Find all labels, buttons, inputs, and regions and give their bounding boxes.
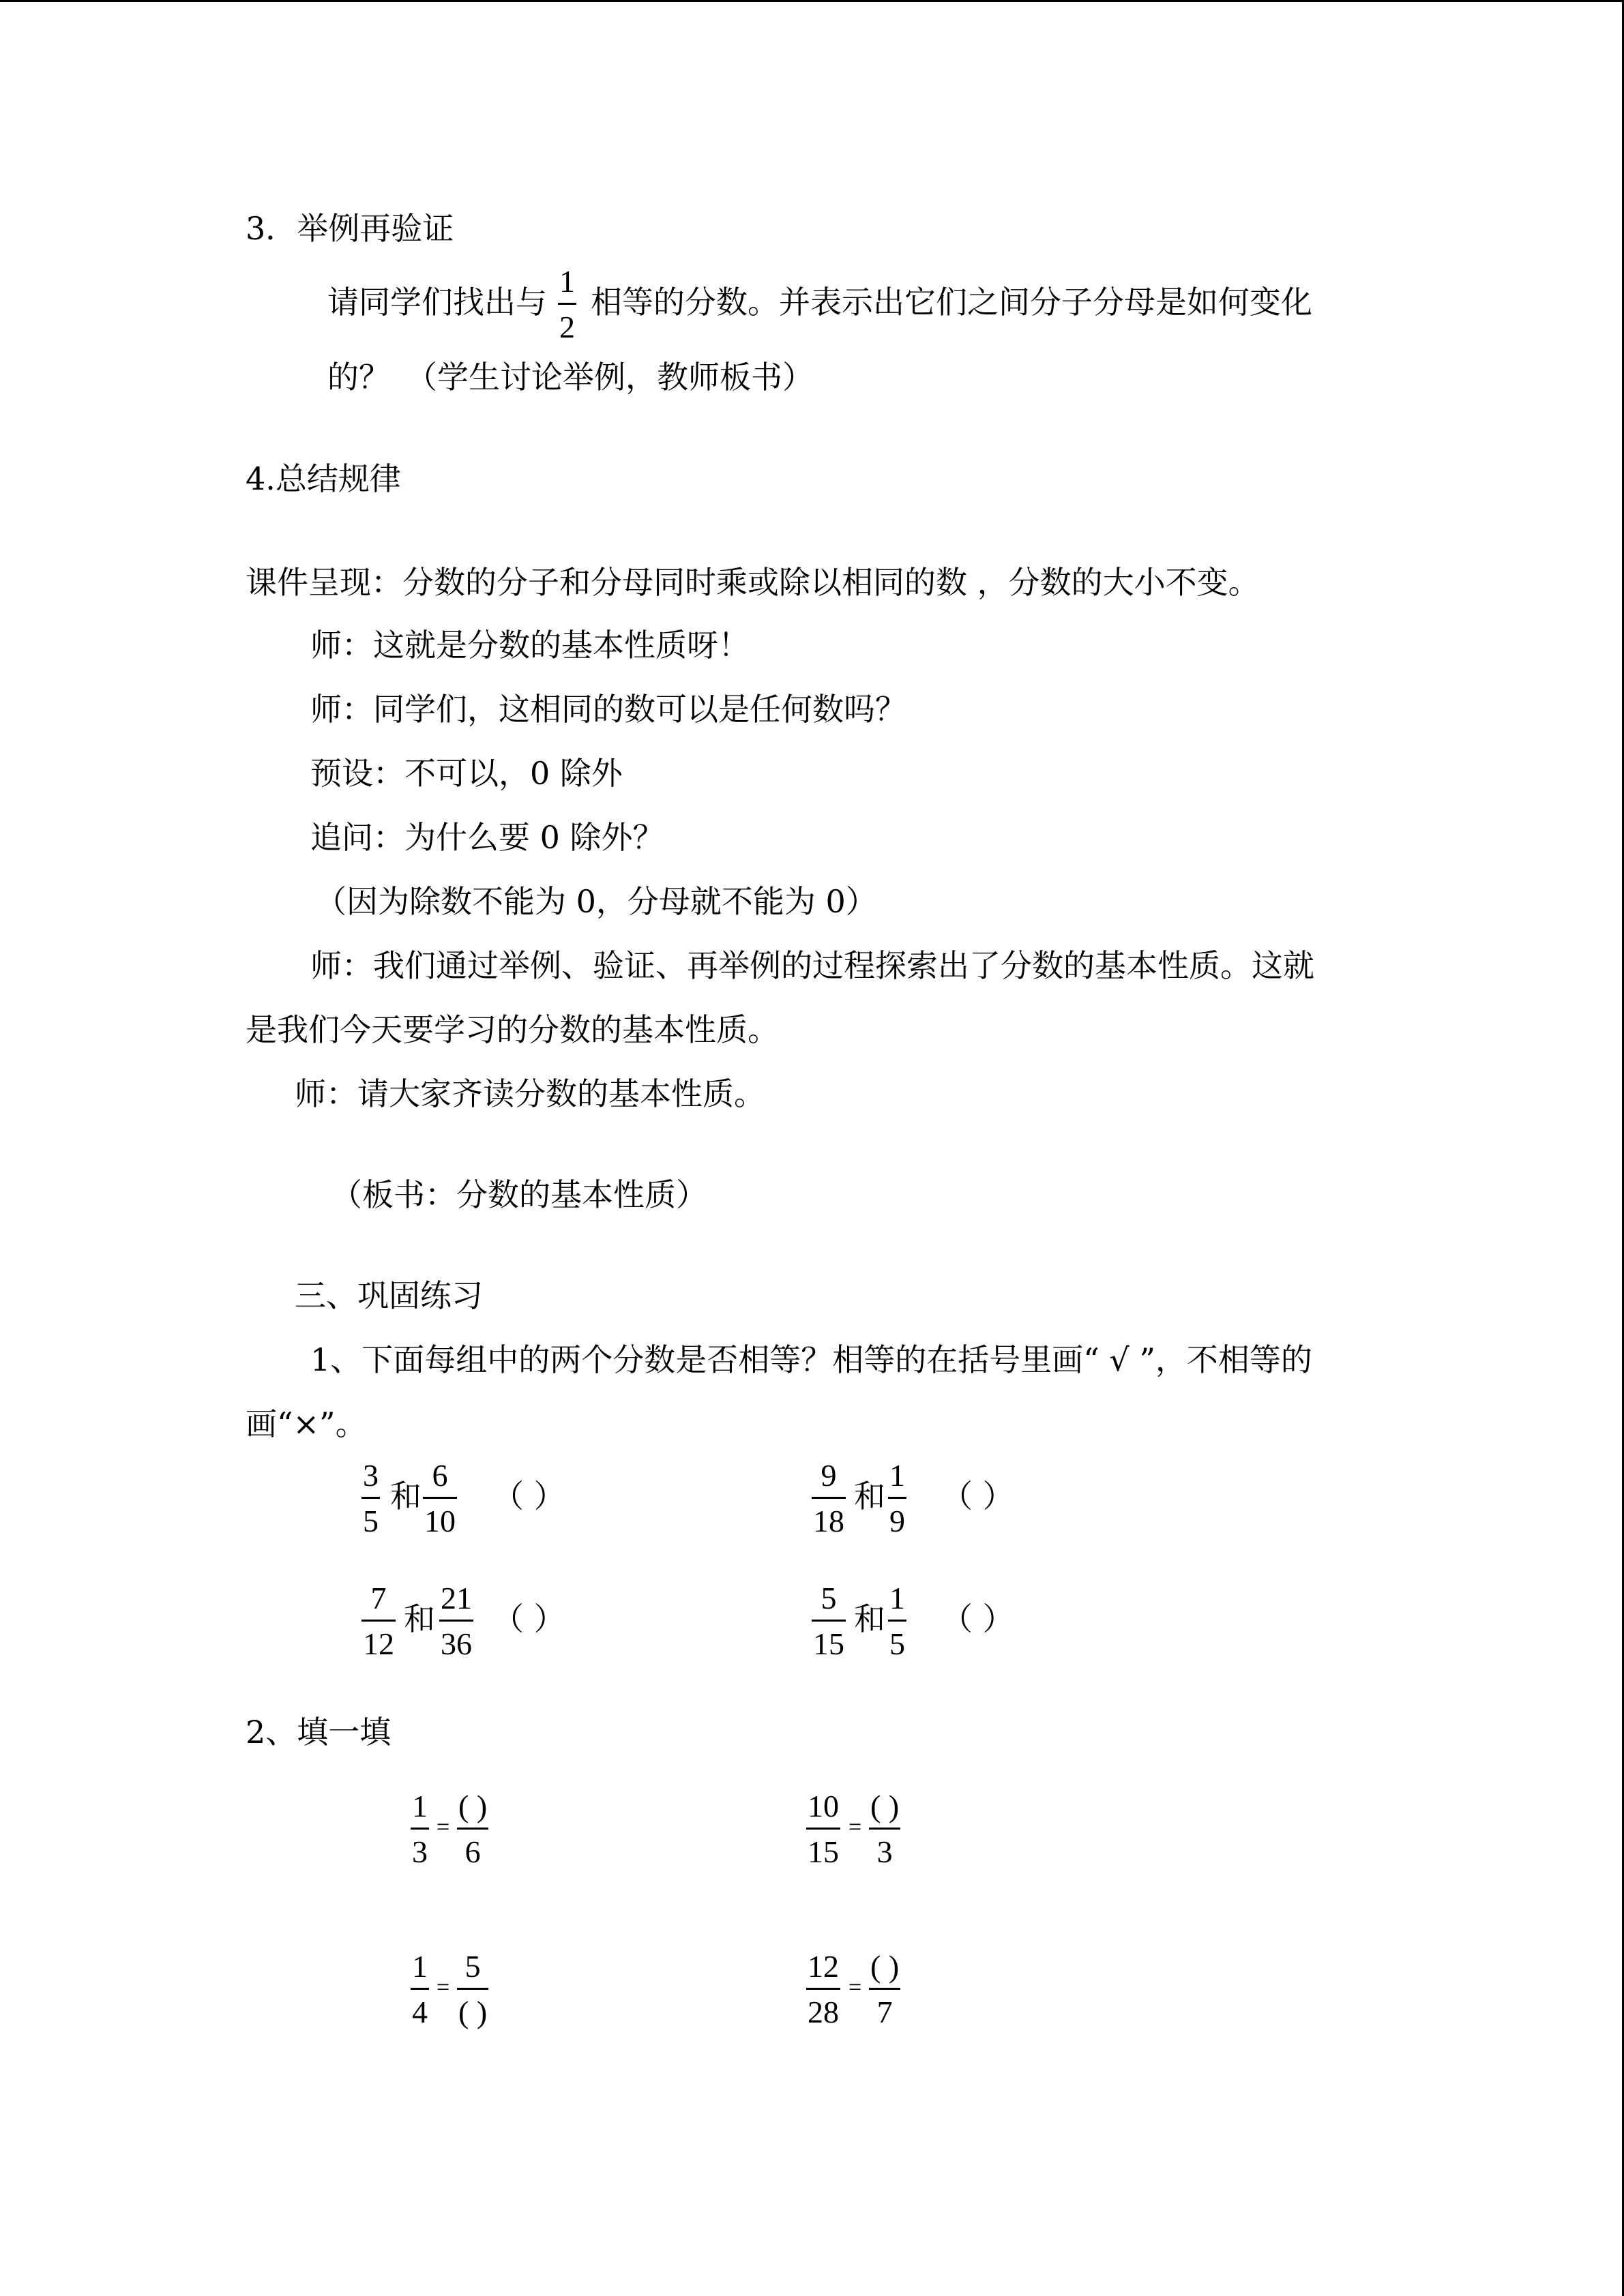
fraction-bar	[423, 1497, 457, 1499]
fill1-left-frac	[411, 1788, 429, 1870]
teacher-line-4: 师：请大家齐读分数的基本性质。	[295, 1075, 765, 1112]
teacher-line-2: 师：同学们，这相同的数可以是任何数吗？	[310, 691, 906, 728]
denominator: 3	[412, 1834, 428, 1869]
pair1-frac-b	[423, 1457, 457, 1540]
fraction-bar	[457, 1988, 488, 1990]
pair4-frac-b	[888, 1580, 906, 1663]
numerator[interactable]: ( )	[870, 1949, 900, 1984]
denominator: 5	[889, 1626, 905, 1661]
fraction-bar	[361, 1497, 380, 1499]
fill1-right-frac[interactable]	[457, 1788, 488, 1870]
denominator: 6	[464, 1834, 481, 1869]
denominator: 15	[808, 1834, 839, 1869]
numerator: 1	[412, 1789, 428, 1823]
pair1-answer-box[interactable]: （ ）	[492, 1478, 565, 1515]
fill3-equals: =	[437, 1975, 450, 2000]
fraction-bar	[439, 1620, 473, 1622]
numerator: 21	[441, 1581, 472, 1615]
denominator: 7	[876, 1995, 893, 2029]
practice-heading: 三、巩固练习	[295, 1277, 483, 1314]
board-note: （板书：分数的基本性质）	[331, 1176, 707, 1213]
fraction-bar	[806, 1828, 840, 1830]
numerator: 1	[889, 1581, 905, 1615]
fraction-one-half	[558, 263, 576, 346]
teacher-line-1: 师：这就是分数的基本性质呀！	[310, 627, 750, 664]
fraction-bar	[361, 1620, 396, 1622]
numerator: 5	[821, 1581, 837, 1615]
denominator: 3	[876, 1834, 893, 1869]
fill2-equals: =	[848, 1815, 862, 1840]
numerator: 1	[412, 1949, 428, 1984]
fraction-bar	[888, 1497, 906, 1499]
fraction-bar	[806, 1988, 840, 1990]
fill4-left-frac	[806, 1948, 840, 2031]
pair2-and: 和	[854, 1478, 885, 1515]
section3-line1-a: 请同学们找出与	[327, 284, 547, 320]
numerator: 1	[889, 1458, 905, 1493]
fraction-bar	[869, 1828, 900, 1830]
numerator: 3	[363, 1458, 379, 1493]
fill2-left-frac	[806, 1788, 840, 1870]
denominator: 36	[441, 1626, 472, 1661]
courseware-text: 课件呈现：分数的分子和分母同时乘或除以相同的数 ，分数的大小不变。	[246, 564, 1260, 601]
followup-line: 追问：为什么要 0 除外？	[310, 819, 664, 856]
numerator: 7	[370, 1581, 387, 1615]
preset-line: 预设：不可以，0 除外	[310, 755, 623, 792]
fill1-equals: =	[437, 1815, 450, 1840]
fraction-bar	[411, 1988, 429, 1990]
fill2-right-frac[interactable]	[869, 1788, 900, 1870]
numerator[interactable]: ( )	[870, 1789, 900, 1823]
page-top-border	[0, 0, 1624, 2]
fraction-bar	[812, 1497, 846, 1499]
fraction-bar	[812, 1620, 846, 1622]
pair3-frac-b	[439, 1580, 473, 1663]
fraction-bar	[558, 303, 576, 305]
pair2-frac-b	[888, 1457, 906, 1540]
denominator: 5	[363, 1504, 379, 1538]
question1-line-b: 画“×”。	[246, 1405, 367, 1442]
pair4-frac-a	[812, 1580, 846, 1663]
denominator[interactable]: ( )	[458, 1995, 488, 2029]
fill3-right-frac[interactable]	[457, 1948, 488, 2031]
question2-heading: 2、填一填	[246, 1714, 392, 1750]
fraction-numerator: 1	[559, 264, 575, 299]
fraction-bar	[888, 1620, 906, 1622]
teacher-line-3a: 师：我们通过举例、验证、再举例的过程探索出了分数的基本性质。这就	[310, 947, 1314, 984]
numerator: 10	[808, 1789, 839, 1823]
question1-line-a: 1、下面每组中的两个分数是否相等？相等的在括号里画“ √ ”，不相等的	[310, 1341, 1312, 1378]
numerator: 6	[432, 1458, 448, 1493]
denominator: 18	[813, 1504, 844, 1538]
numerator: 9	[821, 1458, 837, 1493]
denominator: 15	[813, 1626, 844, 1661]
pair1-and: 和	[390, 1478, 422, 1515]
section3-heading: 3．举例再验证	[246, 210, 454, 247]
section3-line2: 的？ （学生讨论举例，教师板书）	[327, 359, 814, 396]
fraction-denominator: 2	[559, 310, 575, 344]
fraction-bar	[869, 1988, 900, 1990]
denominator: 4	[412, 1995, 428, 2029]
teacher-line-3b: 是我们今天要学习的分数的基本性质。	[246, 1011, 779, 1048]
pair3-frac-a	[361, 1580, 396, 1663]
denominator: 10	[424, 1504, 456, 1538]
fraction-bar	[411, 1828, 429, 1830]
pair4-answer-box[interactable]: （ ）	[941, 1600, 1014, 1637]
pair2-answer-box[interactable]: （ ）	[941, 1478, 1014, 1515]
fill3-left-frac	[411, 1948, 429, 2031]
fraction-bar	[457, 1828, 488, 1830]
pair3-and: 和	[404, 1600, 435, 1637]
pair4-and: 和	[854, 1600, 885, 1637]
numerator: 12	[808, 1949, 839, 1984]
denominator: 28	[808, 1995, 839, 2029]
section4-heading: 4.总结规律	[246, 460, 401, 497]
denominator: 12	[363, 1626, 394, 1661]
denominator: 9	[889, 1504, 905, 1538]
pair3-answer-box[interactable]: （ ）	[492, 1600, 565, 1637]
pair2-frac-a	[812, 1457, 846, 1540]
section3-line1-b: 相等的分数。并表示出它们之间分子分母是如何变化	[591, 284, 1312, 320]
numerator[interactable]: ( )	[458, 1789, 488, 1823]
numerator: 5	[464, 1949, 481, 1984]
reason-line: （因为除数不能为 0，分母就不能为 0）	[315, 883, 877, 920]
fill4-right-frac[interactable]	[869, 1948, 900, 2031]
pair1-frac-a	[361, 1457, 380, 1540]
fill4-equals: =	[848, 1975, 862, 2000]
